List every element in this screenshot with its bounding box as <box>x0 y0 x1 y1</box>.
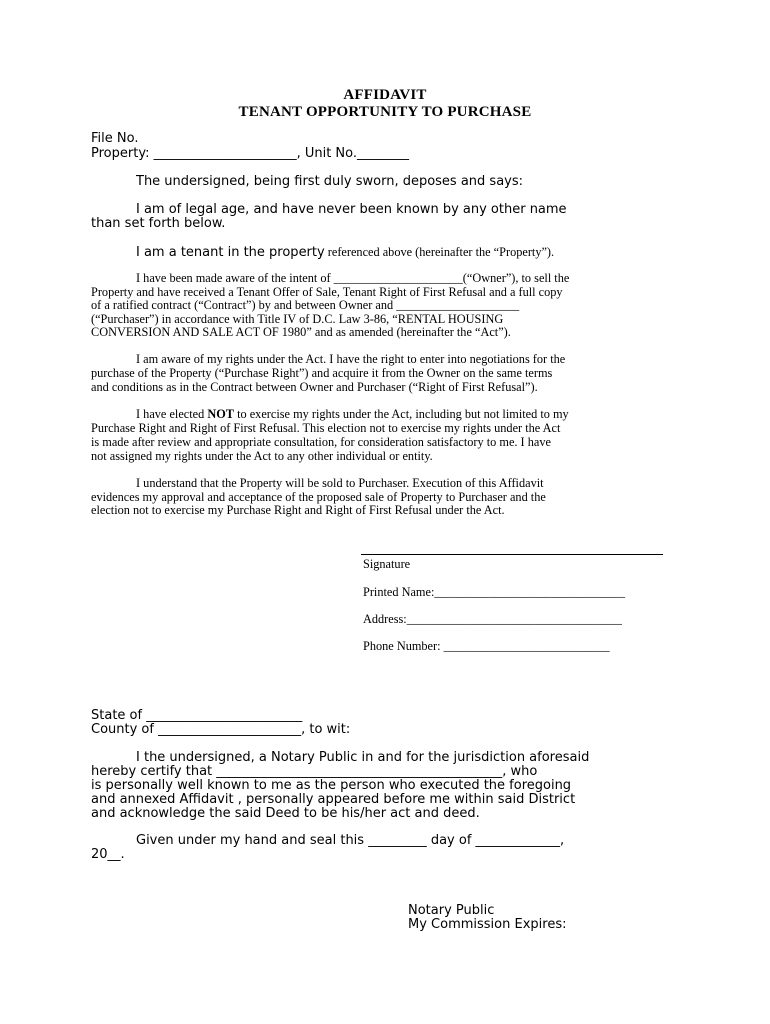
p4-line-3: election not to exercise my Purchase Right and Right of First Refusal under the Act. <box>91 503 505 517</box>
p2-line-3: and conditions as in the Contract between Owner and Purchaser (“Right of First Refusal”). <box>91 380 538 394</box>
p1-line-3: of a ratified contract (“Contract”) by and between Owner and ____________________ <box>91 298 520 312</box>
p3-line-3: is made after review and appropriate consultation, for consideration satisfactory to me. I have <box>91 435 551 449</box>
notary-line-1: I the undersigned, a Notary Public in and for the jurisdiction aforesaid <box>136 750 590 765</box>
notary-line-5: and acknowledge the said Deed to be his/her act and deed. <box>91 806 480 821</box>
sworn-statement: The undersigned, being first duly sworn, deposes and says: <box>136 174 524 189</box>
p3-line-1b: to exercise my rights under the Act, including but not limited to my <box>234 407 569 421</box>
phone-number-field[interactable]: Phone Number: ___________________________ <box>363 639 610 653</box>
doc-subtitle: TENANT OPPORTUNITY TO PURCHASE <box>238 104 532 120</box>
p4-line-1: I understand that the Property will be sold to Purchaser. Execution of this Affidavit <box>136 476 544 490</box>
address-field[interactable]: Address:___________________________________ <box>363 612 622 626</box>
legal-age-line-1: I am of legal age, and have never been known by any other name <box>136 202 567 217</box>
signature-label: Signature <box>363 557 411 571</box>
p1-line-4: (“Purchaser”) in accordance with Title IV of D.C. Law 3-86, “RENTAL HOUSING <box>91 312 504 326</box>
state-of-field[interactable]: State of ________________________ <box>91 708 303 723</box>
p3-not-emphasis: NOT <box>207 407 234 421</box>
property-line: Property: ______________________, Unit No.________ <box>91 146 410 161</box>
tenant-statement <box>136 243 554 261</box>
printed-name-field[interactable]: Printed Name:_______________________________ <box>363 585 625 599</box>
notary-line-3: is personally well known to me as the person who executed the foregoing <box>91 778 572 793</box>
notary-line-2[interactable]: hereby certify that ____________________________________________, who <box>91 764 538 779</box>
county-of-field[interactable]: County of ______________________, to wit: <box>91 722 351 737</box>
p1-line-1: I have been made aware of the intent of _____________________(“Owner”), to sell the <box>136 271 570 285</box>
signature-line[interactable] <box>361 554 663 555</box>
tenant-statement-b: referenced above (hereinafter the “Property”). <box>324 245 555 259</box>
p3-line-1a: I have elected <box>136 407 208 421</box>
p3-line-4: not assigned my rights under the Act to any other individual or entity. <box>91 449 433 463</box>
commission-expires-label: My Commission Expires: <box>408 917 567 932</box>
p4-line-2: evidences my approval and acceptance of the proposed sale of Property to Purchaser and the <box>91 490 546 504</box>
p1-line-2: Property and have received a Tenant Offer of Sale, Tenant Right of First Refusal and a full copy <box>91 285 563 299</box>
doc-title: AFFIDAVIT <box>343 87 427 103</box>
p3-line-1 <box>136 408 569 422</box>
p3-line-2: Purchase Right and Right of First Refusal. This election not to exercise my rights under the Act <box>91 421 561 435</box>
p2-line-2: purchase of the Property (“Purchase Right”) and acquire it from the Owner on the same terms <box>91 366 553 380</box>
year-field[interactable]: 20__. <box>91 847 125 862</box>
notary-public-label: Notary Public <box>408 903 495 918</box>
legal-age-line-2: than set forth below. <box>91 216 226 231</box>
p2-line-1: I am aware of my rights under the Act. I have the right to enter into negotiations for the <box>136 352 566 366</box>
given-under-hand-line[interactable]: Given under my hand and seal this _________ day of _____________, <box>136 833 565 848</box>
tenant-statement-a: I am a tenant in the property <box>136 245 325 260</box>
p1-line-5: CONVERSION AND SALE ACT OF 1980” and as amended (hereinafter the “Act”). <box>91 325 511 339</box>
file-no-label: File No. <box>91 131 139 146</box>
notary-line-4: and annexed Affidavit , personally appeared before me within said District <box>91 792 576 807</box>
